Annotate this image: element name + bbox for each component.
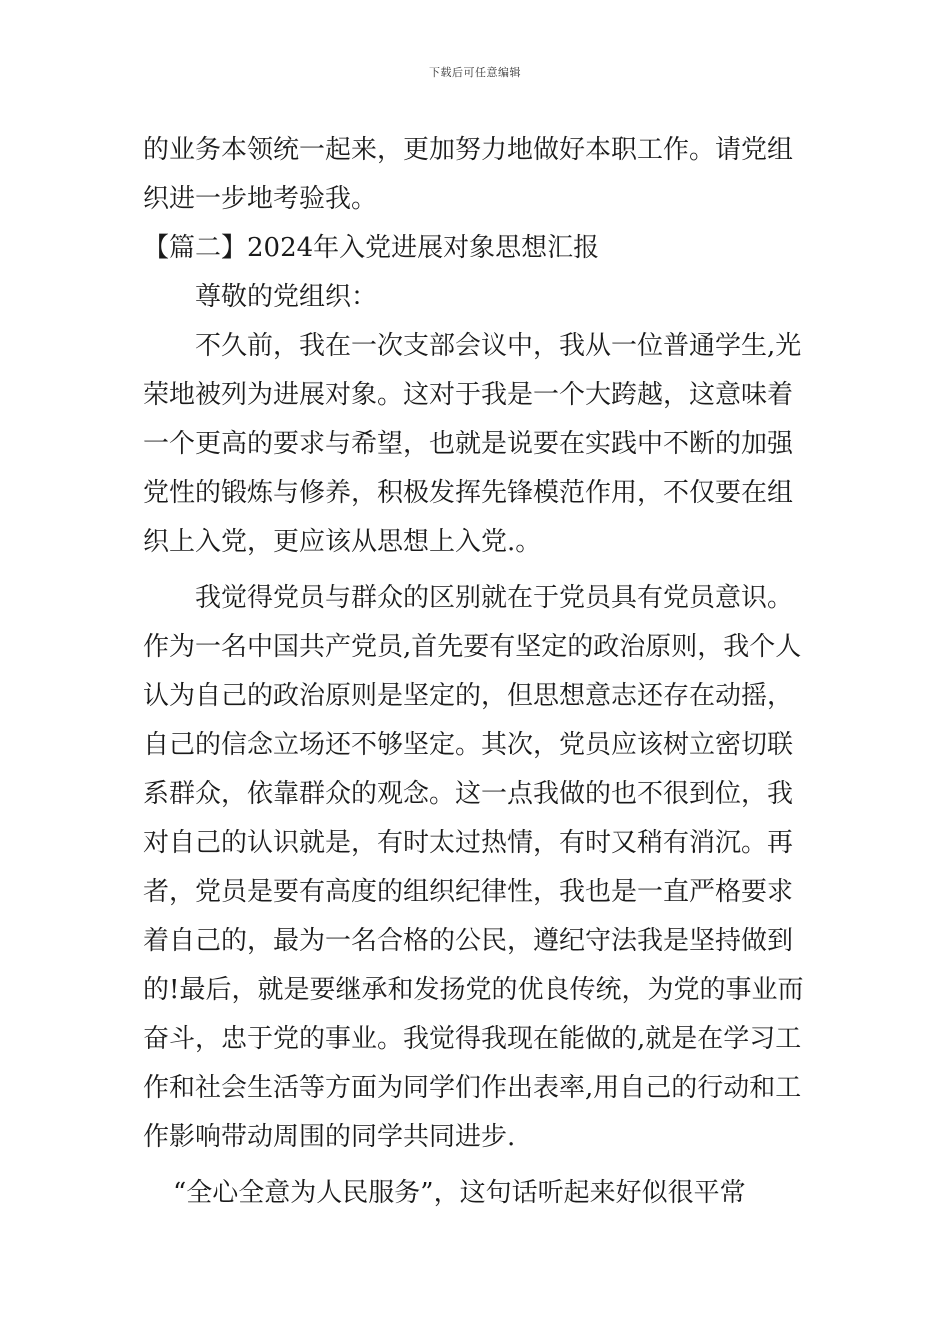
text-line: 织进一步地考验我。 [143, 184, 378, 214]
text-line: 对自己的认识就是，有时太过热情，有时又稍有消沉。再 [143, 828, 794, 858]
text-line: 荣地被列为进展对象。这对于我是一个大跨越，这意味着 [143, 380, 794, 410]
text-line: 作为一名中国共产党员,首先要有坚定的政治原则，我个人 [143, 632, 802, 662]
text-line: 着自己的，最为一名合格的公民，遵纪守法我是坚持做到 [143, 926, 794, 956]
paragraph-first-line: 我觉得党员与群众的区别就在于党员具有党员意识。 [195, 583, 794, 613]
text-line: 者，党员是要有高度的组织纪律性，我也是一直严格要求 [143, 877, 794, 907]
paragraph-first-line: 不久前，我在一次支部会议中，我从一位普通学生,光 [195, 331, 802, 361]
text-line: 系群众，依靠群众的观念。这一点我做的也不很到位，我 [143, 779, 794, 809]
text-line: 认为自己的政治原则是坚定的，但思想意志还存在动摇， [143, 681, 794, 711]
page-header: 下载后可任意编辑 [429, 66, 521, 79]
text-line: 的业务本领统一起来，更加努力地做好本职工作。请党组 [143, 135, 794, 165]
paragraph-first-line: “全心全意为人民服务”，这句话听起来好似很平常 [173, 1178, 746, 1208]
text-line: 作影响带动周围的同学共同进步. [143, 1122, 516, 1152]
text-line: 奋斗，忠于党的事业。我觉得我现在能做的,就是在学习工 [143, 1024, 802, 1054]
text-line: 党性的锻炼与修养，积极发挥先锋模范作用，不仅要在组 [143, 478, 794, 508]
text-line: 织上入党，更应该从思想上入党.。 [143, 527, 542, 557]
text-line: 作和社会生活等方面为同学们作出表率,用自己的行动和工 [143, 1073, 802, 1103]
text-line: 的!最后，就是要继承和发扬党的优良传统，为党的事业而 [143, 975, 804, 1005]
text-line: 一个更高的要求与希望，也就是说要在实践中不断的加强 [143, 429, 794, 459]
text-line: 自己的信念立场还不够坚定。其次，党员应该树立密切联 [143, 730, 794, 760]
salutation: 尊敬的党组织： [195, 282, 378, 312]
section-heading: 【篇二】2024年入党进展对象思想汇报 [143, 233, 600, 263]
